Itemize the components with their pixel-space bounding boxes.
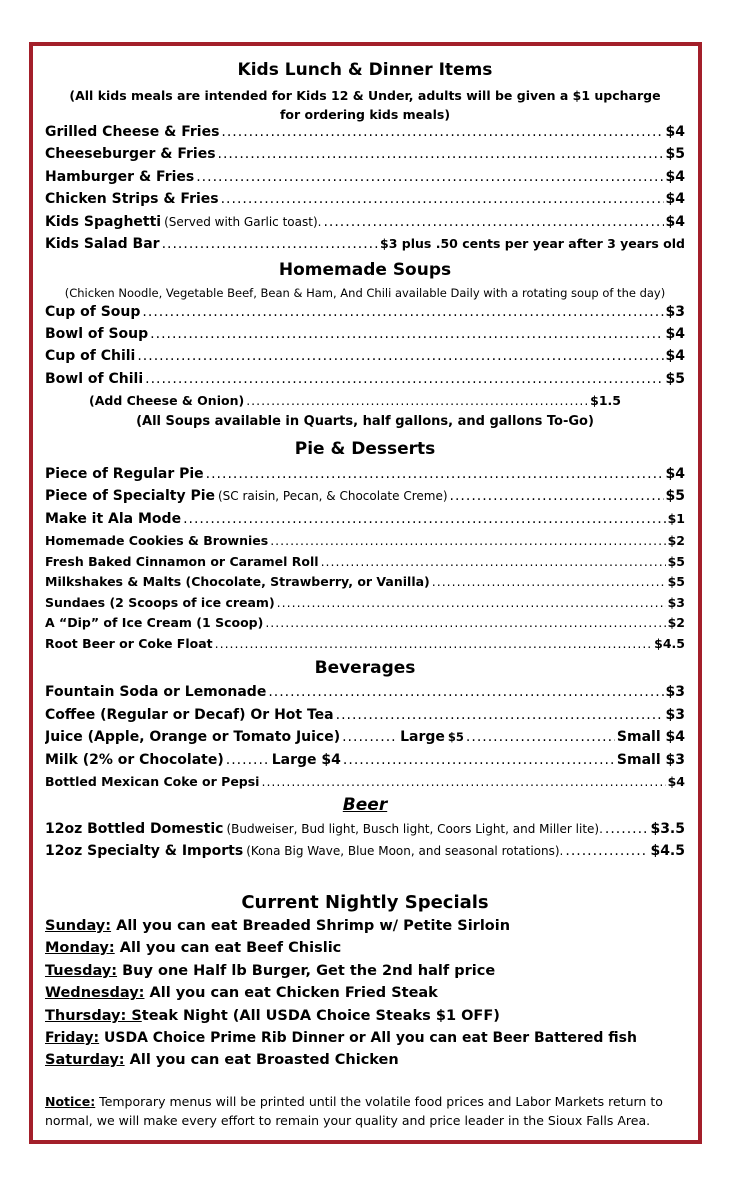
dot-leader [215,636,653,651]
menu-item [45,169,685,185]
menu-frame [29,42,702,1144]
item-text: teak Night (All USDA Choice Steaks $1 OFF) [141,1008,500,1024]
item-price: Small $4 [616,729,685,745]
item-price: $4 [665,124,685,140]
item-price: Small $3 [616,752,685,768]
menu-item [45,554,685,569]
menu-item-juice [45,729,685,745]
item-name: Milk (2% or Chocolate) [45,752,224,768]
item-name: Make it Ala Mode [45,511,182,527]
item-name: 12oz Specialty & Imports [45,843,244,859]
dot-leader [218,146,664,162]
dot-leader [145,371,663,387]
dot-leader [150,326,663,342]
item-price: $4 [665,191,685,207]
desserts-section-title: Pie & Desserts [294,439,436,459]
menu-item [45,326,685,342]
item-price: $4 [667,774,685,789]
item-price: $5 [665,146,685,162]
dot-leader [265,615,665,630]
item-text: All you can eat Breaded Shrimp w/ Petite Sirloin [111,918,511,934]
menu-item [45,707,685,723]
dot-leader [432,574,666,589]
dot-leader [323,214,663,230]
item-price: $4 [665,348,685,364]
item-name: Cheeseburger & Fries [45,146,216,162]
dot-leader [343,752,615,768]
dot-leader [142,304,663,320]
item-name: Cup of Soup [45,304,141,320]
menu-item [45,821,685,837]
item-price: $2 [667,615,685,630]
soups-section-title: Homemade Soups [278,260,452,280]
menu-item [45,533,685,548]
item-day: Thursday: S [45,1008,142,1024]
dot-leader [162,236,378,252]
item-price: $5 [665,488,685,504]
dot-leader [466,729,615,745]
item-price: $4 [665,466,685,482]
item-mid: Large [400,729,445,745]
item-text: All you can eat Broasted Chicken [124,1052,399,1068]
item-lbl: Notice: [45,1094,96,1109]
special-item [45,963,685,979]
dot-leader [565,843,648,859]
soup-addon [89,393,621,408]
item-price: $3 plus .50 cents per year after 3 years old [380,236,685,251]
item-price: $3.5 [650,821,685,837]
beverages-section-title: Beverages [314,658,416,678]
dot-leader [183,511,666,527]
item-price: $1 [667,511,685,526]
item-desc: (Budweiser, Bud light, Busch light, Coors Light, and Miller lite). [226,822,603,836]
special-item [45,918,685,934]
item-name: A “Dip” of Ice Cream (1 Scoop) [45,615,264,630]
menu-item [45,684,685,700]
special-item [45,1008,685,1024]
item-price: $2 [667,533,685,548]
menu-item-milk [45,752,685,768]
soups-note: (Chicken Noodle, Vegetable Beef, Bean & Ham, And Chili available Daily with a rotating soup of the day) [64,286,666,300]
item-name: Kids Salad Bar [45,236,160,252]
menu-item [45,466,685,482]
menu-item [45,214,685,230]
menu-item [45,348,685,364]
kids-note: (All kids meals are intended for Kids 12 & Under, adults will be given a $1 upcharge for ordering kids meals) [69,88,661,122]
menu-item [45,574,685,589]
item-price: $5 [667,574,685,589]
item-price: $5 [667,554,685,569]
item-name: Piece of Specialty Pie [45,488,215,504]
item-price: $4.5 [654,636,685,651]
kids-section-title: Kids Lunch & Dinner Items [237,60,493,80]
dot-leader [221,124,663,140]
special-item [45,1030,685,1046]
item-desc: (SC raisin, Pecan, & Chocolate Creme) [218,489,448,503]
item-name: Sundaes (2 Scoops of ice cream) [45,595,275,610]
item-name: Grilled Cheese & Fries [45,124,220,140]
menu-item [45,615,685,630]
dot-leader [277,595,666,610]
dot-leader [137,348,663,364]
menu-item [45,371,685,387]
dot-leader [342,729,398,745]
menu-item [45,595,685,610]
item-price: $4 [665,169,685,185]
item-day: Wednesday: [45,985,145,1001]
item-price: $4 [665,214,685,230]
item-name: Homemade Cookies & Brownies [45,533,269,548]
dot-leader [268,684,663,700]
item-name: Fountain Soda or Lemonade [45,684,267,700]
dot-leader [270,533,665,548]
item-name: Root Beer or Coke Float [45,636,213,651]
menu-item [45,636,685,651]
item-price: $4.5 [650,843,685,859]
item-desc: (Served with Garlic toast). [164,215,322,229]
menu-item [45,511,685,527]
soups-togo-note: (All Soups available in Quarts, half gallons, and gallons To-Go) [136,414,594,429]
special-item [45,1052,685,1068]
item-text: USDA Choice Prime Rib Dinner or All you can eat Beer Battered fish [99,1030,637,1046]
item-price: $3 [665,684,685,700]
item-day: Monday: [45,940,115,956]
item-price: $4 [665,326,685,342]
dot-leader [226,752,270,768]
item-price: $5 [665,371,685,387]
item-day: Sunday: [45,918,112,934]
item-name: Juice (Apple, Orange or Tomato Juice) [45,729,341,745]
item-name: Bottled Mexican Coke or Pepsi [45,774,260,789]
item-name: Chicken Strips & Fries [45,191,219,207]
item-mid: Large $4 [271,752,341,768]
dot-leader [450,488,664,504]
menu-item [45,843,685,859]
item-price: $3 [667,595,685,610]
dot-leader [206,466,664,482]
dot-leader [221,191,664,207]
beer-section-title: Beer [342,795,388,815]
item-name: Milkshakes & Malts (Chocolate, Strawberry, or Vanilla) [45,574,430,589]
dot-leader [196,169,663,185]
item-name: (Add Cheese & Onion) [89,393,245,408]
special-item [45,985,685,1001]
item-text: All you can eat Beef Chislic [114,940,342,956]
menu-item [45,488,685,504]
menu-item [45,124,685,140]
item-name: Coffee (Regular or Decaf) Or Hot Tea [45,707,334,723]
item-name: Hamburger & Fries [45,169,195,185]
menu-item [45,304,685,320]
item-day: Saturday: [45,1052,125,1068]
item-name: Cup of Chili [45,348,136,364]
item-day: Tuesday: [45,963,118,979]
item-name: Kids Spaghetti [45,214,162,230]
item-mid: $5 [447,730,464,744]
menu-item [45,191,685,207]
item-name: Fresh Baked Cinnamon or Caramel Roll [45,554,319,569]
dot-leader [246,393,588,408]
item-text: All you can eat Chicken Fried Steak [144,985,438,1001]
menu-item [45,146,685,162]
item-name: 12oz Bottled Domestic [45,821,224,837]
item-name: Bowl of Chili [45,371,144,387]
dot-leader [321,554,666,569]
item-name: Piece of Regular Pie [45,466,204,482]
item-text: Buy one Half lb Burger, Get the 2nd half price [117,963,496,979]
item-price: $1.5 [590,393,621,408]
specials-section-title: Current Nightly Specials [241,892,489,913]
item-price: $3 [665,304,685,320]
special-item [45,940,685,956]
item-desc: (Kona Big Wave, Blue Moon, and seasonal rotations). [246,844,564,858]
menu-item [45,774,685,789]
dot-leader [605,821,649,837]
item-name: Bowl of Soup [45,326,149,342]
item-price: $3 [665,707,685,723]
item-day: Friday: [45,1030,100,1046]
dot-leader [336,707,664,723]
dot-leader [261,774,665,789]
item-text: Temporary menus will be printed until the volatile food prices and Labor Markets return to normal, we will make every effort to remain your quality and price leader in the Sioux Falls Area. [45,1094,663,1128]
menu-item [45,236,685,252]
notice [45,1092,685,1130]
